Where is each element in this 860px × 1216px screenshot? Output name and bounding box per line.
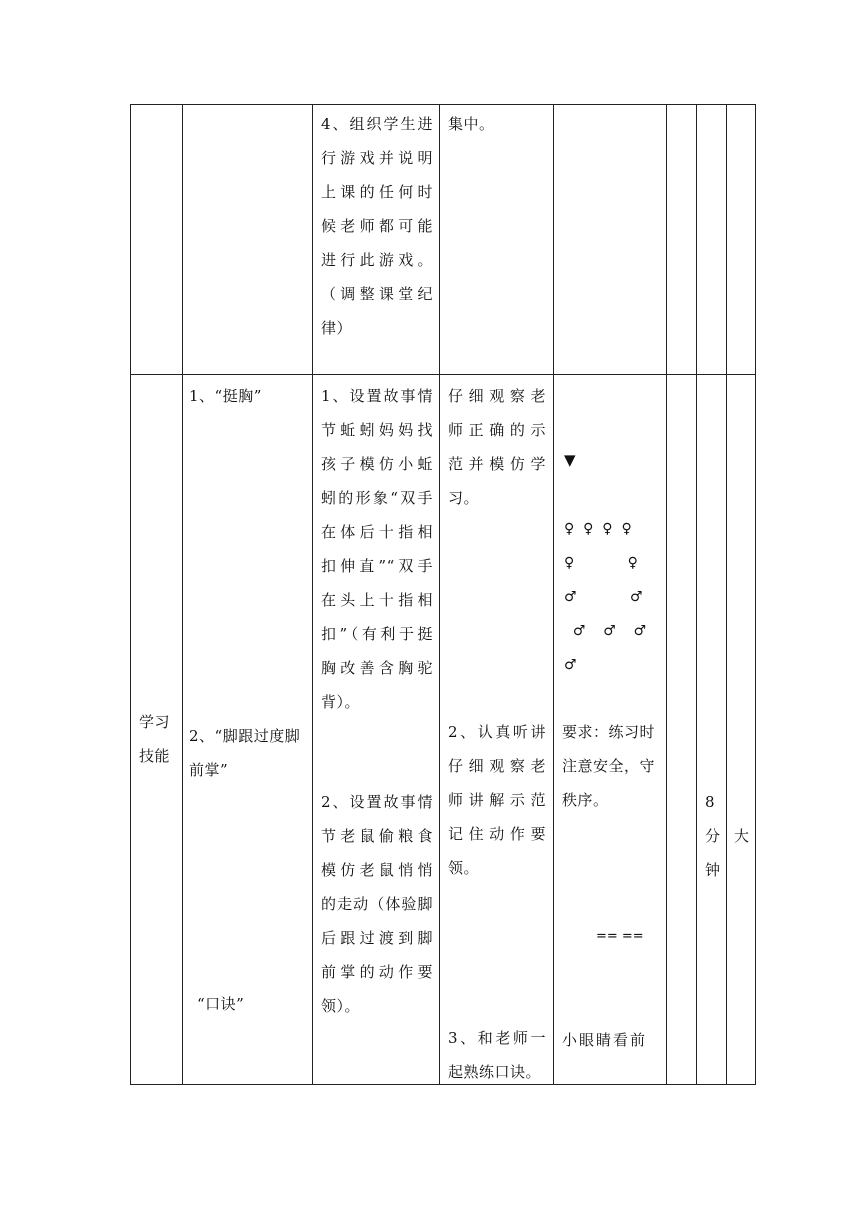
text-line: 仔细观察老 xyxy=(448,387,546,405)
text-line: 节老鼠偷粮食 xyxy=(321,827,433,845)
student-activity-block-2 xyxy=(448,715,546,885)
table-row xyxy=(131,105,756,375)
text-line: 前掌的动作要 xyxy=(321,963,433,981)
content-item-1: 1、“挺胸” xyxy=(189,387,262,405)
teacher-activity-block-2 xyxy=(321,785,433,1023)
text-line: 1、设置故事情 xyxy=(321,387,433,405)
content-item-2 xyxy=(189,719,300,787)
text-line: 范并模仿学 xyxy=(448,455,546,473)
text-line: 2、设置故事情 xyxy=(321,793,433,811)
text-line: 记住动作要 xyxy=(448,825,546,843)
text-line: 行游戏并说明 xyxy=(321,149,433,167)
text-line: 集中。 xyxy=(448,115,495,133)
text-line: 后跟过渡到脚 xyxy=(321,929,433,947)
text-line: 前掌” xyxy=(189,761,229,779)
student-activity-cell xyxy=(440,105,554,375)
text-line: （调整课堂纪 xyxy=(321,285,433,303)
teacher-activity-cell xyxy=(313,105,440,375)
text-line: 蚓的形象“双手 xyxy=(321,489,433,507)
line-marks: == == xyxy=(596,929,644,944)
formation-row: ♀ ♀ ♀ ♀ xyxy=(564,521,632,537)
content-cell xyxy=(183,105,313,375)
text-line: 律） xyxy=(321,319,353,337)
text-line: 领）。 xyxy=(321,997,361,1015)
text-line: 起熟练口诀。 xyxy=(448,1063,542,1081)
text-line: 的走动（体验脚 xyxy=(321,895,433,913)
formation-row: ♀ ♀ xyxy=(564,555,638,571)
text-line: 胸改善含胸驼 xyxy=(321,659,433,677)
text-line: 师正确的示 xyxy=(448,421,546,439)
lesson-plan-table xyxy=(130,104,756,1085)
blank-cell xyxy=(667,375,697,1085)
text-line: 注意安全，守 xyxy=(562,757,656,775)
text-line: 钟 xyxy=(705,861,721,879)
text-line: 候老师都可能 xyxy=(321,217,433,235)
teacher-position-marker-icon: ▼ xyxy=(564,451,576,469)
text-line: 学习 xyxy=(139,713,171,731)
text-line: 在头上十指相 xyxy=(321,591,433,609)
load-cell xyxy=(727,105,756,375)
formation-row: ♂ xyxy=(564,657,577,673)
student-activity-block-1 xyxy=(448,379,546,515)
content-item-3: “口诀” xyxy=(197,995,245,1013)
organization-cell xyxy=(554,375,667,1085)
category-cell xyxy=(131,375,183,1085)
student-activity-block-3 xyxy=(448,1021,546,1089)
text-line: 在体后十指相 xyxy=(321,523,433,541)
text-line: 技能 xyxy=(139,747,171,765)
text-line: 进行此游戏。 xyxy=(321,251,433,269)
load-cell xyxy=(727,375,756,1085)
formation-row: ♂ ♂ ♂ xyxy=(564,623,647,639)
content-cell xyxy=(183,375,313,1085)
text-line: 模仿老鼠悄悄 xyxy=(321,861,433,879)
time-value xyxy=(705,785,721,887)
blank-cell xyxy=(667,105,697,375)
formation-row: ♂ ♂ xyxy=(564,589,643,605)
text-line: 背）。 xyxy=(321,693,361,711)
text-line: 上课的任何时 xyxy=(321,183,433,201)
text-line: 分 xyxy=(705,827,721,845)
text-line: 2、认真听讲 xyxy=(448,723,546,741)
table-row xyxy=(131,375,756,1085)
student-activity-cell xyxy=(440,375,554,1085)
text-line: 8 xyxy=(705,793,716,811)
teacher-activity-text xyxy=(321,107,433,345)
load-value: 大 xyxy=(734,827,750,845)
text-line: 扣”（有利于挺 xyxy=(321,625,433,643)
text-line: 要求：练习时 xyxy=(562,723,656,741)
text-line: 2、“脚跟过度脚 xyxy=(189,727,301,745)
organization-cell xyxy=(554,105,667,375)
requirement-text xyxy=(562,715,662,817)
text-line: 习。 xyxy=(448,489,480,507)
teacher-activity-cell xyxy=(313,375,440,1085)
organization-tail-text: 小眼睛看前 xyxy=(562,1031,648,1049)
text-line: 仔细观察老 xyxy=(448,757,546,775)
text-line: 4、组织学生进 xyxy=(321,115,433,133)
text-line: 孩子模仿小蚯 xyxy=(321,455,433,473)
text-line: 领。 xyxy=(448,859,480,877)
text-line: 秩序。 xyxy=(562,791,609,809)
category-label xyxy=(139,705,170,773)
student-activity-text xyxy=(448,107,495,141)
text-line: 扣伸直”“双手 xyxy=(321,557,433,575)
category-cell xyxy=(131,105,183,375)
teacher-activity-block-1 xyxy=(321,379,433,719)
text-line: 师讲解示范 xyxy=(448,791,546,809)
text-line: 3、和老师一 xyxy=(448,1029,546,1047)
text-line: 节蚯蚓妈妈找 xyxy=(321,421,433,439)
time-cell xyxy=(697,375,727,1085)
time-cell xyxy=(697,105,727,375)
